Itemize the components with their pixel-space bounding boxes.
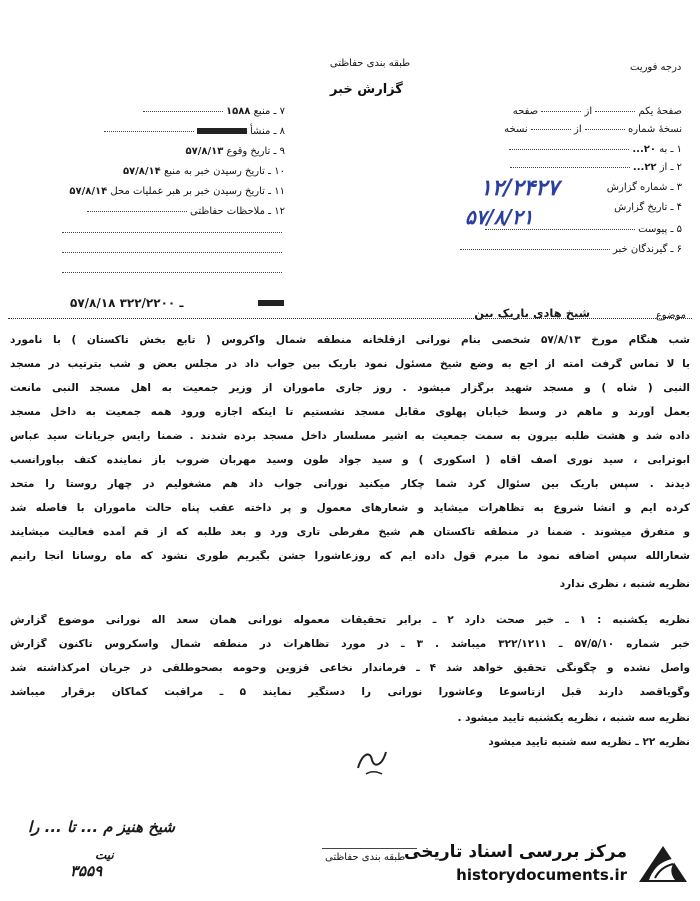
body-line: شعارالله سپس اضافه نمود ما میرم قول داده ایم که روزعاشورا جشن بگیریم طوری نشود که ماه روسانا آنجا رانیم [10, 550, 690, 562]
body-line: النبی ( شاه ) و مسجد شهید برگزار میشود . روز جاری ماموران از وزیر جمعیت به اهل مسجد النبی مانعت [10, 382, 690, 394]
reference-number: ۵۷/۸/۱۸ ـ ۳۲۲/۲۲۰۰ [70, 296, 184, 310]
body-line: وگویاقصد دارند قبل ازتاسوعا وعاشورا نورانی را دستگیر نمایند ۵ ـ مراقبت کماکان برقرار میباشد [10, 686, 690, 698]
field-attachment-row: ۵ ـ پیوست [412, 224, 682, 235]
reference-redaction [258, 300, 284, 306]
watermark-title: مرکز بررسی اسناد تاریخی [404, 842, 627, 862]
left-blank-line-3 [62, 272, 282, 273]
field-source-receipt-row: ۱۰ ـ تاریخ رسیدن خبر به منبع ۵۷/۸/۱۴ [122, 166, 285, 177]
field-security-notes-row: ۱۲ ـ ملاحظات حفاظتی [60, 206, 285, 217]
body-line: نظریه سه شنبه ، نظریه یکشنبه تایید میشود . [457, 712, 690, 724]
body-line: نظریه یکشنبه : ۱ ـ خبر صحت دارد ۲ ـ برابر تحقیقات معموله نورانی همان سعد اله نورانی موضوع گزارش [10, 614, 690, 626]
field-occurrence-date-row: ۹ ـ تاریخ وقوع ۵۷/۸/۱۳ [185, 146, 285, 157]
urgency-label: درجه فوریت [630, 62, 682, 73]
field-report-date-row: ۴ ـ تاریخ گزارش [614, 202, 682, 213]
handwritten-note-line-3: ۳۵۵۹ [70, 862, 103, 880]
subject-underline [8, 318, 692, 319]
watermark [404, 840, 695, 890]
bottom-classification-rule [322, 848, 417, 849]
handwritten-report-date: ۵۷/۸/۲۱ [465, 205, 534, 229]
body-line: و متفرق میشوند . ضمنا در منطقه تاکستان هم شیخ مفرطی تاری ورد و بعد طلبه که از قم آمده فعالیت میشایند [10, 526, 690, 538]
body-line: ابوترابی ، سید نوری آصف آقاه ( اسکوری ) و سید جواد طون وسید مهربان ضروب باز نماینده کتف بیاورانسب [10, 454, 690, 466]
signature-mark [352, 740, 392, 780]
field-source-row: ۷ ـ منبع ۱۵۸۸ [60, 106, 285, 117]
field-page-row: صفحهٔ یکم از صفحه [512, 106, 682, 117]
body-line: نظریه ۲۲ ـ نظریه سه شنبه تایید میشود [488, 736, 690, 748]
handwritten-note-line-1: شیخ هنیز م ... تا ... را [28, 818, 175, 836]
body-line: نظریه شنبه ، نظری ندارد [559, 578, 690, 590]
body-line: با لا تماس گرفت امته از اجع به وضع شیخ مسئول نمود باریک بین جواب داد در مجلس بعض و شب بترتیب در مسجد [10, 358, 690, 370]
field-recipients-row: ۶ ـ گیرندگان خبر [412, 244, 682, 255]
subject-value: شیخ هادی باریک بین [474, 306, 590, 320]
body-line: داده شد و هشت طلبه بیرون به سمت جمعیت به اشیر مسلسار داخل مسجد برده شدند . ضمنا رایس جریانات سید عباس [10, 430, 690, 442]
bottom-classification: طبقه بندی حفاظتی [325, 852, 406, 863]
body-line: کرده ایم و انشا شروع به تظاهرات میشاید و شعارهای معمول و پر داخته عقب پناه حالت ماموران با فاصله شد [10, 502, 690, 514]
body-line: شب هنگام مورخ ۵۷/۸/۱۳ شخصی بنام نورانی ازقلخانه منطقه شمال واکروس ( تابع بخش تاکستان ) با نامورد [10, 334, 690, 346]
body-line: خبر شماره ۵۷/۵/۱۰ ـ ۳۲۲/۱۲۱۱ میباشد . ۳ ـ در مورد تظاهرات در منطقه شمال واسکروس تاکنون گزارش [10, 638, 690, 650]
field-report-number-row: ۳ ـ شماره گزارش [606, 182, 682, 193]
left-blank-line-2 [62, 252, 282, 253]
body-line: بعمل آورند و ماهم در وسط خیابان پهلوی مقابل مسجد نشستیم تا اینکه اجازه ورود همه جمعیت به داخل مسجد [10, 406, 690, 418]
field-ops-receipt-row: ۱۱ ـ تاریخ رسیدن خبر بر هبر عملیات محل ۵۷/۸/۱۴ [69, 186, 285, 197]
left-blank-line-1 [62, 232, 282, 233]
field-to-row: ۱ ـ به ۲۰... [412, 144, 682, 155]
body-line: واصل نشده و چگونگی تحقیق خواهد شد ۴ ـ فرماندار نخاعی قزوین وحومه بصحوطلقی در جریان امرکذاشته شد [10, 662, 690, 674]
report-title: گزارش خبر [330, 82, 403, 97]
handwritten-note-line-2: نیت [95, 848, 114, 862]
body-line: دیدند . سپس باریک بین سئوال کرد شما چکار میکنید نورانی جواب داد هم مشغولیم در چهار روستا را متحد [10, 478, 690, 490]
top-classification: طبقه بندی حفاظتی [329, 58, 411, 69]
subject-label: موضوع [655, 310, 686, 321]
field-from-row: ۲ ـ از ۲۲... [412, 162, 682, 173]
watermark-url: historydocuments.ir [456, 866, 627, 884]
field-origin-row: ۸ ـ منشأ [60, 126, 285, 137]
archive-logo-icon [635, 842, 691, 888]
handwritten-report-number: ۱۲/۲۴۲۷ [480, 176, 559, 201]
field-copy-row: نسخهٔ شماره از نسخه [504, 124, 682, 135]
